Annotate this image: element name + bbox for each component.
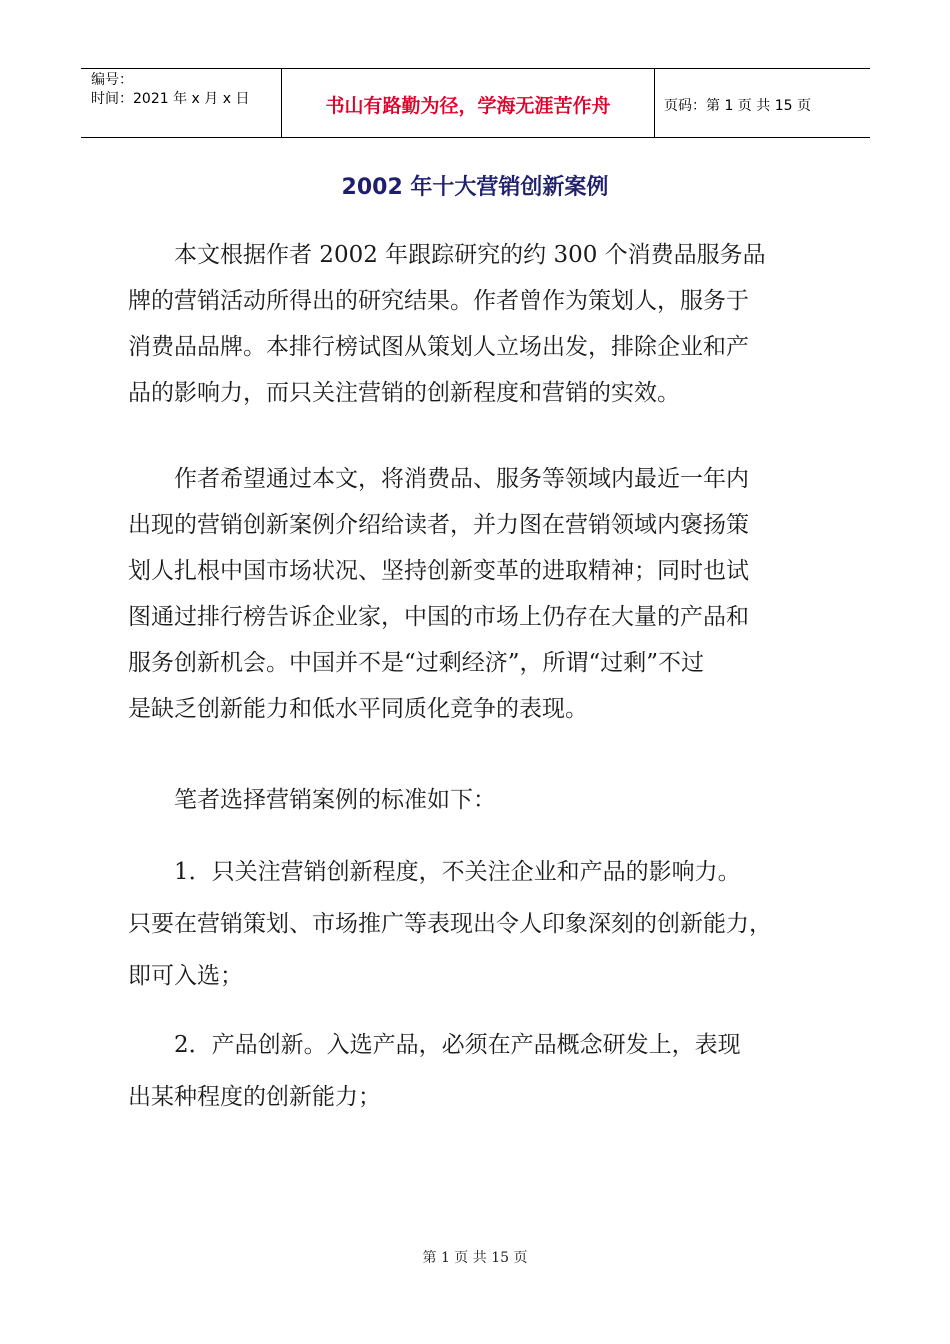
text-line: 2．产品创新。入选产品，必须在产品概念研发上，表现 [128, 1032, 741, 1058]
header-page-info: 页码：第 1 页 共 15 页 [664, 98, 811, 114]
text-line: 作者希望通过本文，将消费品、服务等领域内最近一年内 [128, 466, 749, 492]
document-title: 2002 年十大营销创新案例 [341, 175, 609, 200]
text-line: 出某种程度的创新能力； [128, 1084, 381, 1110]
page-footer: 第 1 页 共 15 页 [422, 1250, 528, 1266]
text-line: 出现的营销创新案例介绍给读者，并力图在营销领域内褒扬策 [128, 512, 749, 538]
criteria-item [128, 1019, 828, 1123]
text-line: 服务创新机会。中国并不是“过剩经济”，所谓“过剩”不过 [128, 650, 705, 676]
text-line: 消费品品牌。本排行榜试图从策划人立场出发，排除企业和产 [128, 334, 749, 360]
body-paragraph [128, 777, 828, 823]
text-line: 即可入选； [128, 963, 243, 989]
body-paragraph [128, 232, 828, 416]
text-line: 1．只关注营销创新程度，不关注企业和产品的影响力。 [128, 859, 741, 885]
header-meta [91, 71, 249, 109]
text-line: 划人扎根中国市场状况、坚持创新变革的进取精神；同时也试 [128, 558, 749, 584]
text-line: 笔者选择营销案例的标准如下： [128, 787, 496, 813]
text-line: 只要在营销策划、市场推广等表现出令人印象深刻的创新能力， [128, 911, 772, 937]
date-label: 时间：2021 年 x 月 x 日 [91, 91, 250, 107]
body-paragraph [128, 456, 828, 732]
text-line: 本文根据作者 2002 年跟踪研究的约 300 个消费品服务品 [128, 242, 766, 268]
number-label: 编号： [91, 72, 133, 88]
header-divider [654, 69, 655, 137]
text-line: 牌的营销活动所得出的研究结果。作者曾作为策划人，服务于 [128, 288, 749, 314]
text-line: 是缺乏创新能力和低水平同质化竞争的表现。 [128, 696, 588, 722]
header-motto: 书山有路勤为径，学海无涯苦作舟 [325, 95, 611, 117]
text-line: 品的影响力，而只关注营销的创新程度和营销的实效。 [128, 380, 680, 406]
text-line: 图通过排行榜告诉企业家，中国的市场上仍存在大量的产品和 [128, 604, 749, 630]
criteria-item [128, 846, 828, 1002]
document-header [81, 68, 870, 138]
